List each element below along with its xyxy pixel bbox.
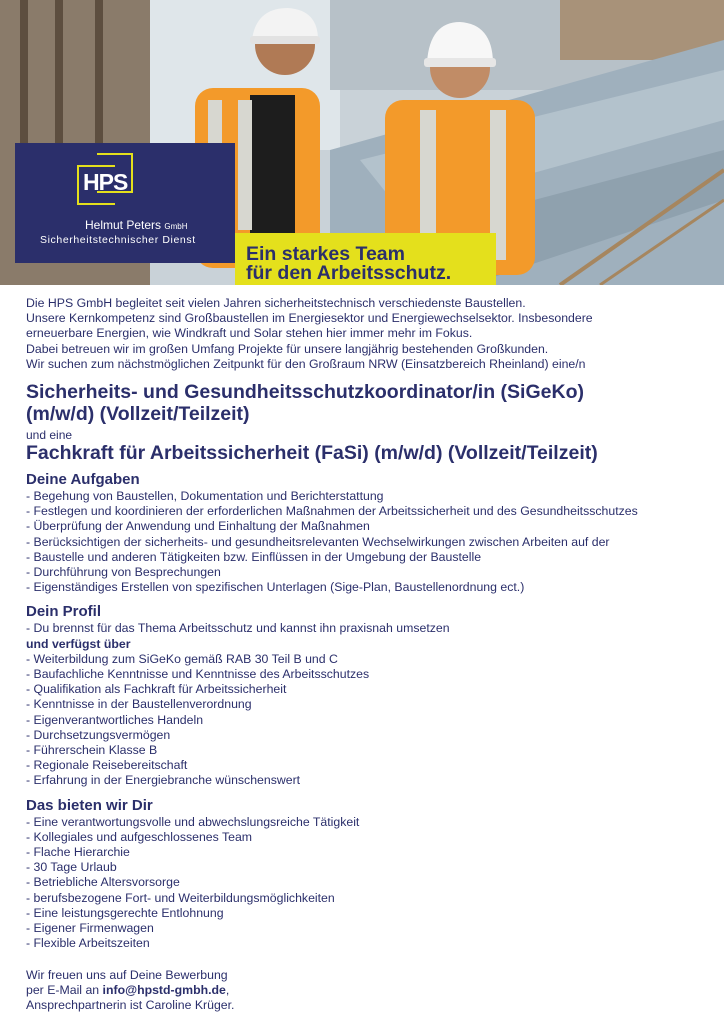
closing-paragraph bbox=[26, 968, 706, 1014]
intro-line: Wir suchen zum nächstmöglichen Zeitpunkt für den Großraum NRW (Einsatzbereich Rheinland) eine/n bbox=[26, 356, 586, 371]
list-item: - Begehung von Baustellen, Dokumentation und Berichterstattung bbox=[26, 489, 384, 504]
list-item: - Eine leistungsgerechte Entlohnung bbox=[26, 905, 224, 920]
intro-paragraph bbox=[26, 296, 706, 372]
list-item: - Baufachliche Kenntnisse und Kenntnisse des Arbeitsschutzes bbox=[26, 667, 370, 682]
company-name: Helmut Peters GmbH bbox=[85, 218, 188, 232]
list-item: - Eigener Firmenwagen bbox=[26, 921, 154, 936]
profile-first-item: - Du brennst für das Thema Arbeitsschutz und kannst ihn praxisnah umsetzen bbox=[26, 621, 450, 636]
logo-text: HPS bbox=[83, 169, 128, 195]
list-item: - Berücksichtigen der sicherheits- und gesundheitsrelevanten Wechselwirkungen zwischen Arbeiten auf der bbox=[26, 534, 610, 549]
slogan-line-2: für den Arbeitsschutz. bbox=[246, 262, 452, 284]
tasks-heading: Deine Aufgaben bbox=[26, 471, 140, 489]
list-item: - berufsbezogene Fort- und Weiterbildungsmöglichkeiten bbox=[26, 890, 335, 905]
list-item: - Erfahrung in der Energiebranche wünschenswert bbox=[26, 773, 301, 788]
list-item: - Flache Hierarchie bbox=[26, 845, 130, 860]
closing-line: Ansprechpartnerin ist Caroline Krüger. bbox=[26, 997, 235, 1012]
list-item: - Eine verantwortungsvolle und abwechslungsreiche Tätigkeit bbox=[26, 814, 360, 829]
connector-text: und eine bbox=[26, 428, 73, 443]
list-item: - Baustelle und anderen Tätigkeiten bzw. Einflüssen in der Umgebung der Baustelle bbox=[26, 549, 482, 564]
list-item: - Regionale Reisebereitschaft bbox=[26, 758, 188, 773]
list-item: - Durchsetzungsvermögen bbox=[26, 727, 171, 742]
job-title-sigeko-terms: (m/w/d) (Vollzeit/Teilzeit) bbox=[26, 403, 250, 426]
job-ad-content bbox=[26, 296, 706, 1013]
intro-line: erneuerbare Energien, wie Windkraft und Solar stehen hier immer mehr im Fokus. bbox=[26, 326, 473, 341]
contact-email-link[interactable]: info@hpstd-gmbh.de bbox=[102, 982, 226, 997]
profile-heading: Dein Profil bbox=[26, 603, 102, 621]
profile-list bbox=[26, 652, 706, 789]
list-item: - Überprüfung der Anwendung und Einhaltung der Maßnahmen bbox=[26, 519, 370, 534]
job-title-sigeko: Sicherheits- und Gesundheitsschutzkoordinator/in (SiGeKo) bbox=[26, 381, 584, 404]
offer-list bbox=[26, 815, 706, 952]
hps-logo-icon bbox=[77, 165, 133, 205]
list-item: - 30 Tage Urlaub bbox=[26, 860, 117, 875]
hero-photo bbox=[0, 0, 724, 285]
offer-heading: Das bieten wir Dir bbox=[26, 796, 153, 814]
company-subtitle: Sicherheitstechnischer Dienst bbox=[40, 234, 196, 246]
list-item: - Kenntnisse in der Baustellenverordnung bbox=[26, 697, 252, 712]
intro-line: Die HPS GmbH begleitet seit vielen Jahren sicherheitstechnisch verschiedenste Baustellen. bbox=[26, 296, 526, 310]
intro-line: Dabei betreuen wir im großen Umfang Projekte für unsere langjährig bestehenden Großkunden. bbox=[26, 341, 549, 356]
closing-line: Wir freuen uns auf Deine Bewerbung bbox=[26, 967, 228, 982]
list-item: - Weiterbildung zum SiGeKo gemäß RAB 30 Teil B und C bbox=[26, 651, 338, 666]
list-item: - Führerschein Klasse B bbox=[26, 743, 158, 758]
list-item: - Festlegen und koordinieren der erforderlichen Maßnahmen der Arbeitssicherheit und des Gesundheitsschutzes bbox=[26, 504, 638, 519]
profile-subheading: und verfügst über bbox=[26, 636, 131, 651]
list-item: - Betriebliche Altersvorsorge bbox=[26, 875, 180, 890]
tasks-list bbox=[26, 489, 706, 595]
list-item: - Flexible Arbeitszeiten bbox=[26, 936, 150, 951]
job-title-fasi: Fachkraft für Arbeitssicherheit (FaSi) (m/w/d) (Vollzeit/Teilzeit) bbox=[26, 442, 598, 465]
intro-line: Unsere Kernkompetenz sind Großbaustellen im Energiesektor und Energiewechselsektor. Insbesondere bbox=[26, 311, 593, 326]
company-logo-box bbox=[15, 143, 235, 263]
list-item: - Qualifikation als Fachkraft für Arbeitssicherheit bbox=[26, 682, 287, 697]
list-item: - Eigenständiges Erstellen von spezifischen Unterlagen (Sige-Plan, Baustellenordnung ect.) bbox=[26, 580, 525, 595]
list-item: - Kollegiales und aufgeschlossenes Team bbox=[26, 829, 253, 844]
list-item: - Durchführung von Besprechungen bbox=[26, 565, 221, 580]
slogan-banner bbox=[235, 233, 496, 285]
slogan-line-1: Ein starkes Team bbox=[246, 243, 405, 265]
list-item: - Eigenverantwortliches Handeln bbox=[26, 712, 204, 727]
closing-line: per E-Mail an info@hpstd-gmbh.de, bbox=[26, 982, 230, 997]
